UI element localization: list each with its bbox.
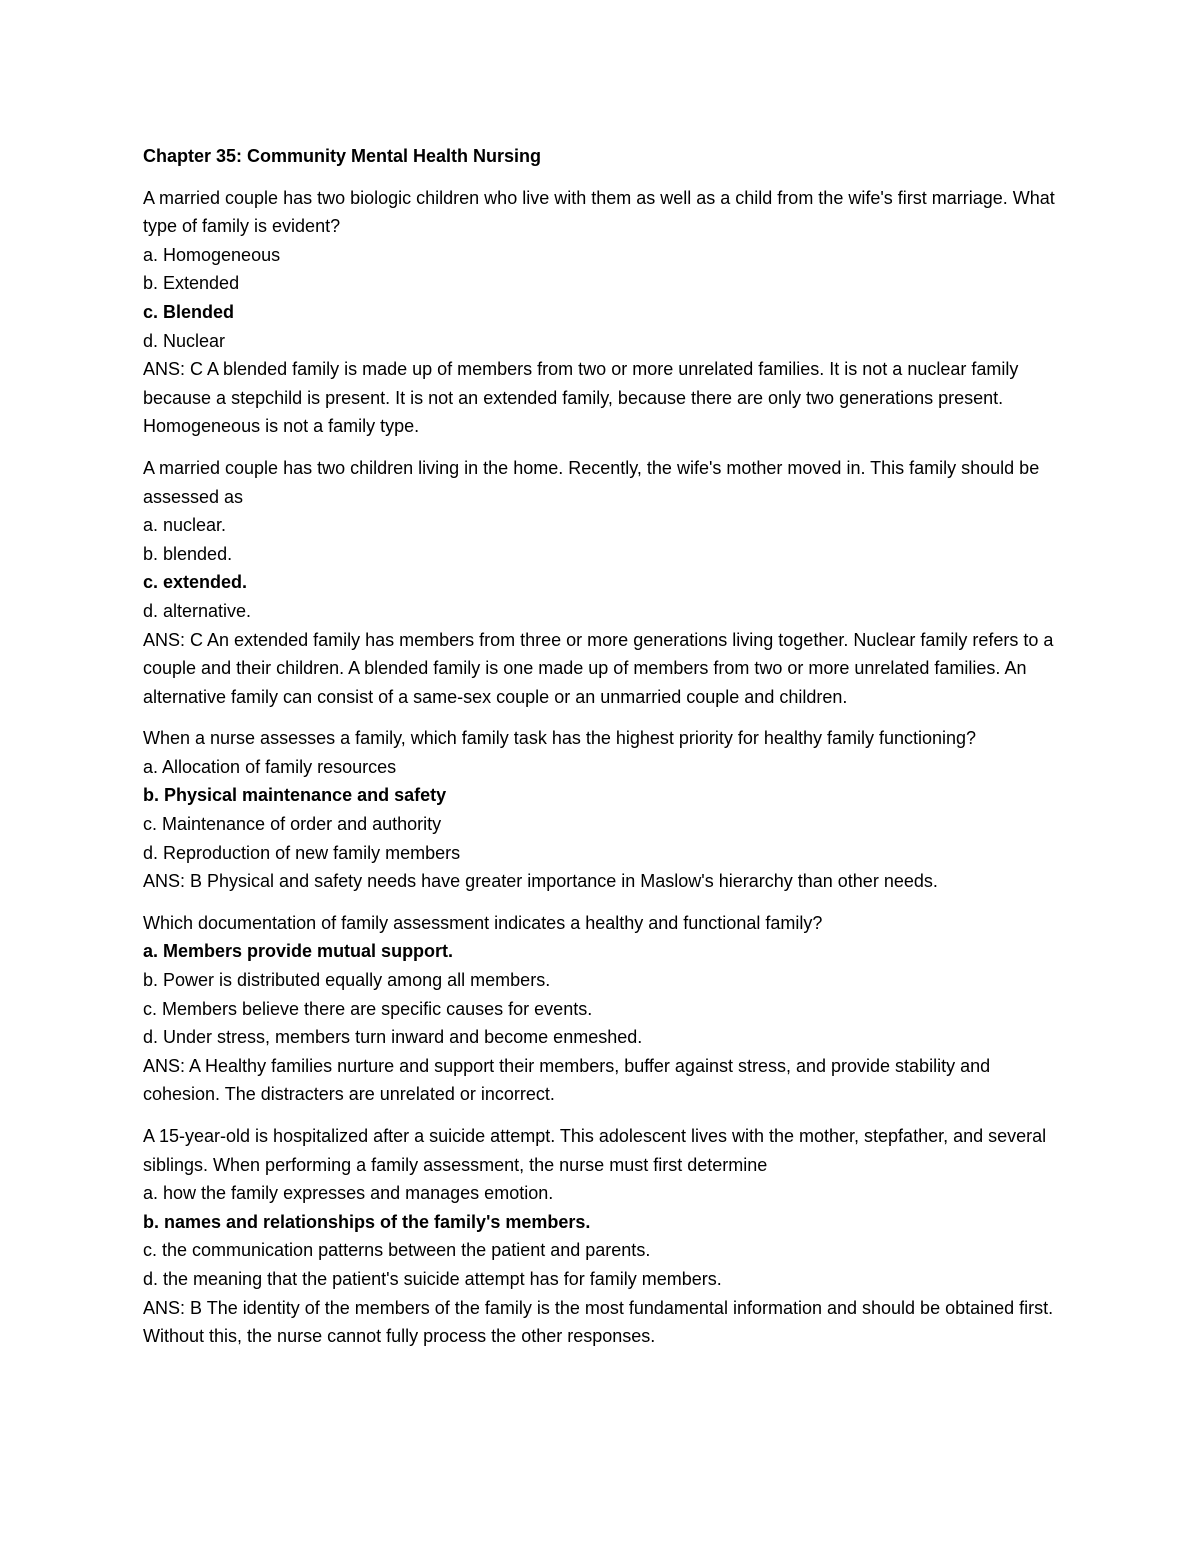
question-stem: Which documentation of family assessment indicates a healthy and functional family?	[143, 912, 823, 933]
question-3	[143, 724, 1063, 896]
question-4	[143, 909, 1063, 1109]
answer-option-correct: c. Blended	[143, 301, 235, 322]
answer-option: b. Extended	[143, 273, 240, 294]
answer-option-correct: b. names and relationships of the family's members.	[143, 1211, 591, 1232]
answer-rationale: ANS: C A blended family is made up of members from two or more unrelated families. It is not a nuclear family because a stepchild is present. It is not an extended family, because there are only two generations present. Homogeneous is not a family type.	[143, 359, 1019, 437]
answer-option: b. blended.	[143, 543, 233, 564]
answer-option: d. Under stress, members turn inward and become enmeshed.	[143, 1027, 643, 1048]
answer-option: d. the meaning that the patient's suicide attempt has for family members.	[143, 1268, 722, 1289]
answer-option: a. Allocation of family resources	[143, 756, 397, 777]
answer-option: d. Reproduction of new family members	[143, 842, 461, 863]
answer-option: c. Members believe there are specific causes for events.	[143, 998, 593, 1019]
answer-option: a. how the family expresses and manages emotion.	[143, 1183, 554, 1204]
answer-rationale: ANS: B The identity of the members of the family is the most fundamental information and should be obtained first. Without this, the nurse cannot fully process the other responses.	[143, 1297, 1054, 1347]
answer-option-correct: c. extended.	[143, 572, 248, 593]
answer-option: c. Maintenance of order and authority	[143, 814, 442, 835]
answer-option: d. Nuclear	[143, 330, 226, 351]
question-2	[143, 454, 1063, 711]
question-5	[143, 1122, 1063, 1351]
answer-rationale: ANS: A Healthy families nurture and support their members, buffer against stress, and provide stability and cohesion. The distracters are unrelated or incorrect.	[143, 1055, 991, 1105]
answer-option: c. the communication patterns between the patient and parents.	[143, 1240, 651, 1261]
question-stem: A 15-year-old is hospitalized after a suicide attempt. This adolescent lives with the mother, stepfather, and several siblings. When performing a family assessment, the nurse must first determine	[143, 1126, 1047, 1175]
answer-option-correct: a. Members provide mutual support.	[143, 941, 454, 962]
answer-rationale: ANS: C An extended family has members from three or more generations living together. Nuclear family refers to a couple and their children. A blended family is one made up of members from two or more unrelated families. An alternative family can consist of a same-sex couple or an unmarried couple and children.	[143, 629, 1054, 707]
answer-rationale: ANS: B Physical and safety needs have greater importance in Maslow's hierarchy than other needs.	[143, 871, 938, 892]
document-content	[143, 142, 1063, 1364]
question-stem: A married couple has two biologic children who live with them as well as a child from the wife's first marriage. What type of family is evident?	[143, 187, 1055, 237]
question-1	[143, 184, 1063, 441]
question-stem: When a nurse assesses a family, which family task has the highest priority for healthy family functioning?	[143, 728, 977, 749]
answer-option: b. Power is distributed equally among all members.	[143, 970, 551, 991]
question-stem: A married couple has two children living in the home. Recently, the wife's mother moved in. This family should be assessed as	[143, 457, 1040, 507]
answer-option-correct: b. Physical maintenance and safety	[143, 785, 447, 806]
page-title: Chapter 35: Community Mental Health Nursing	[143, 146, 542, 166]
answer-option: d. alternative.	[143, 600, 252, 621]
answer-option: a. Homogeneous	[143, 244, 281, 265]
answer-option: a. nuclear.	[143, 515, 227, 536]
